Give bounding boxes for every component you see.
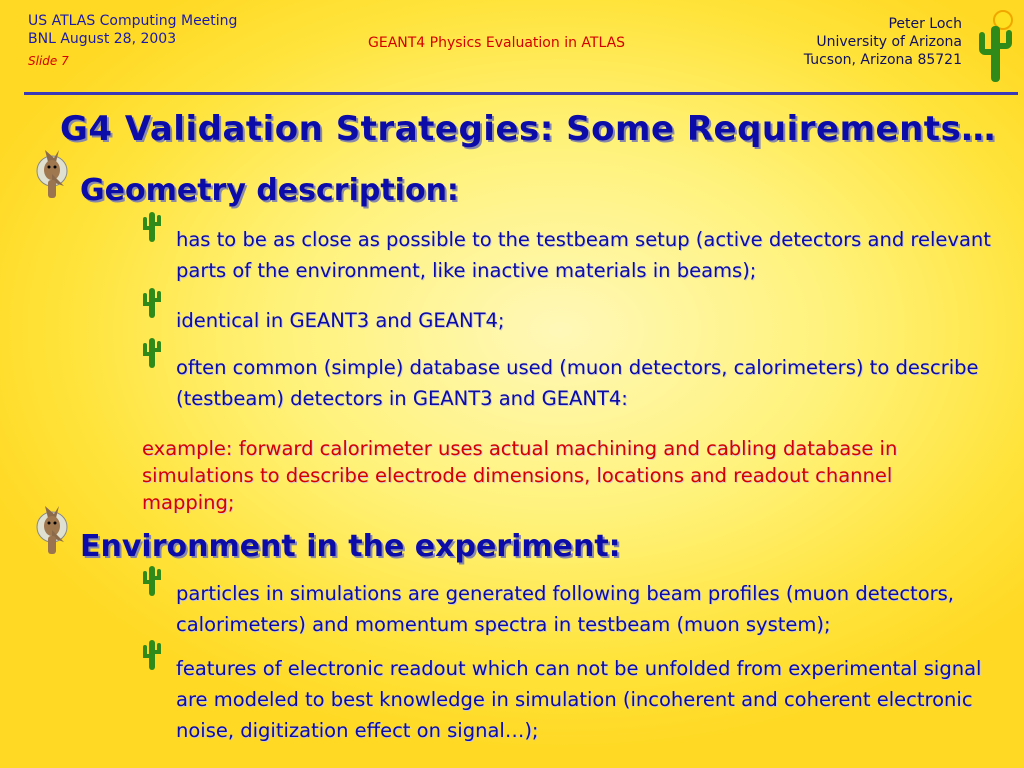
bullet-text: has to be as close as possible to the testbeam setup (active detectors and relevant parts of the environment, like inactive materials in beams);: [176, 228, 991, 282]
bullet-environment-1: [138, 578, 998, 640]
meeting-name: US ATLAS Computing Meeting: [28, 13, 238, 29]
bullet-text: often common (simple) database used (muon detectors, calorimeters) to describe (testbeam) detectors in GEANT3 and GEANT4:: [176, 356, 979, 410]
section-heading-geometry: Geometry description:: [80, 173, 459, 208]
bullet-text: features of electronic readout which can not be unfolded from experimental signal are modeled to best knowledge in simulation (incoherent and coherent electronic noise, digitization effect on signal…);: [176, 657, 982, 742]
example-note: example: forward calorimeter uses actual machining and cabling database in simulations to describe electrode dimensions, locations and readout channel mapping;: [142, 437, 898, 514]
header-right: [804, 15, 962, 69]
coyote-icon: [36, 140, 70, 202]
slide-title: G4 Validation Strategies: Some Requirements…: [60, 109, 996, 149]
slide-number: Slide 7: [28, 54, 69, 68]
cactus-sun-icon: [976, 8, 1016, 86]
presentation-title: GEANT4 Physics Evaluation in ATLAS: [368, 35, 626, 51]
coyote-icon: [36, 496, 70, 558]
header-divider: [24, 92, 1018, 95]
section-heading-environment: Environment in the experiment:: [80, 529, 621, 564]
meeting-date: BNL August 28, 2003: [28, 31, 177, 47]
bullet-environment-2: [138, 653, 998, 746]
bullet-text: identical in GEANT3 and GEANT4;: [176, 309, 505, 332]
bullet-geometry-1: [138, 224, 998, 286]
author-location: Tucson, Arizona 85721: [803, 52, 962, 68]
author-name: Peter Loch: [888, 16, 962, 32]
bullet-geometry-2: [138, 305, 998, 336]
bullet-geometry-3: [138, 352, 998, 414]
bullet-text: particles in simulations are generated following beam profiles (muon detectors, calorimeters) and momentum spectra in testbeam (muon system);: [176, 582, 955, 636]
author-affiliation: University of Arizona: [816, 34, 962, 50]
header-left: [28, 12, 237, 70]
